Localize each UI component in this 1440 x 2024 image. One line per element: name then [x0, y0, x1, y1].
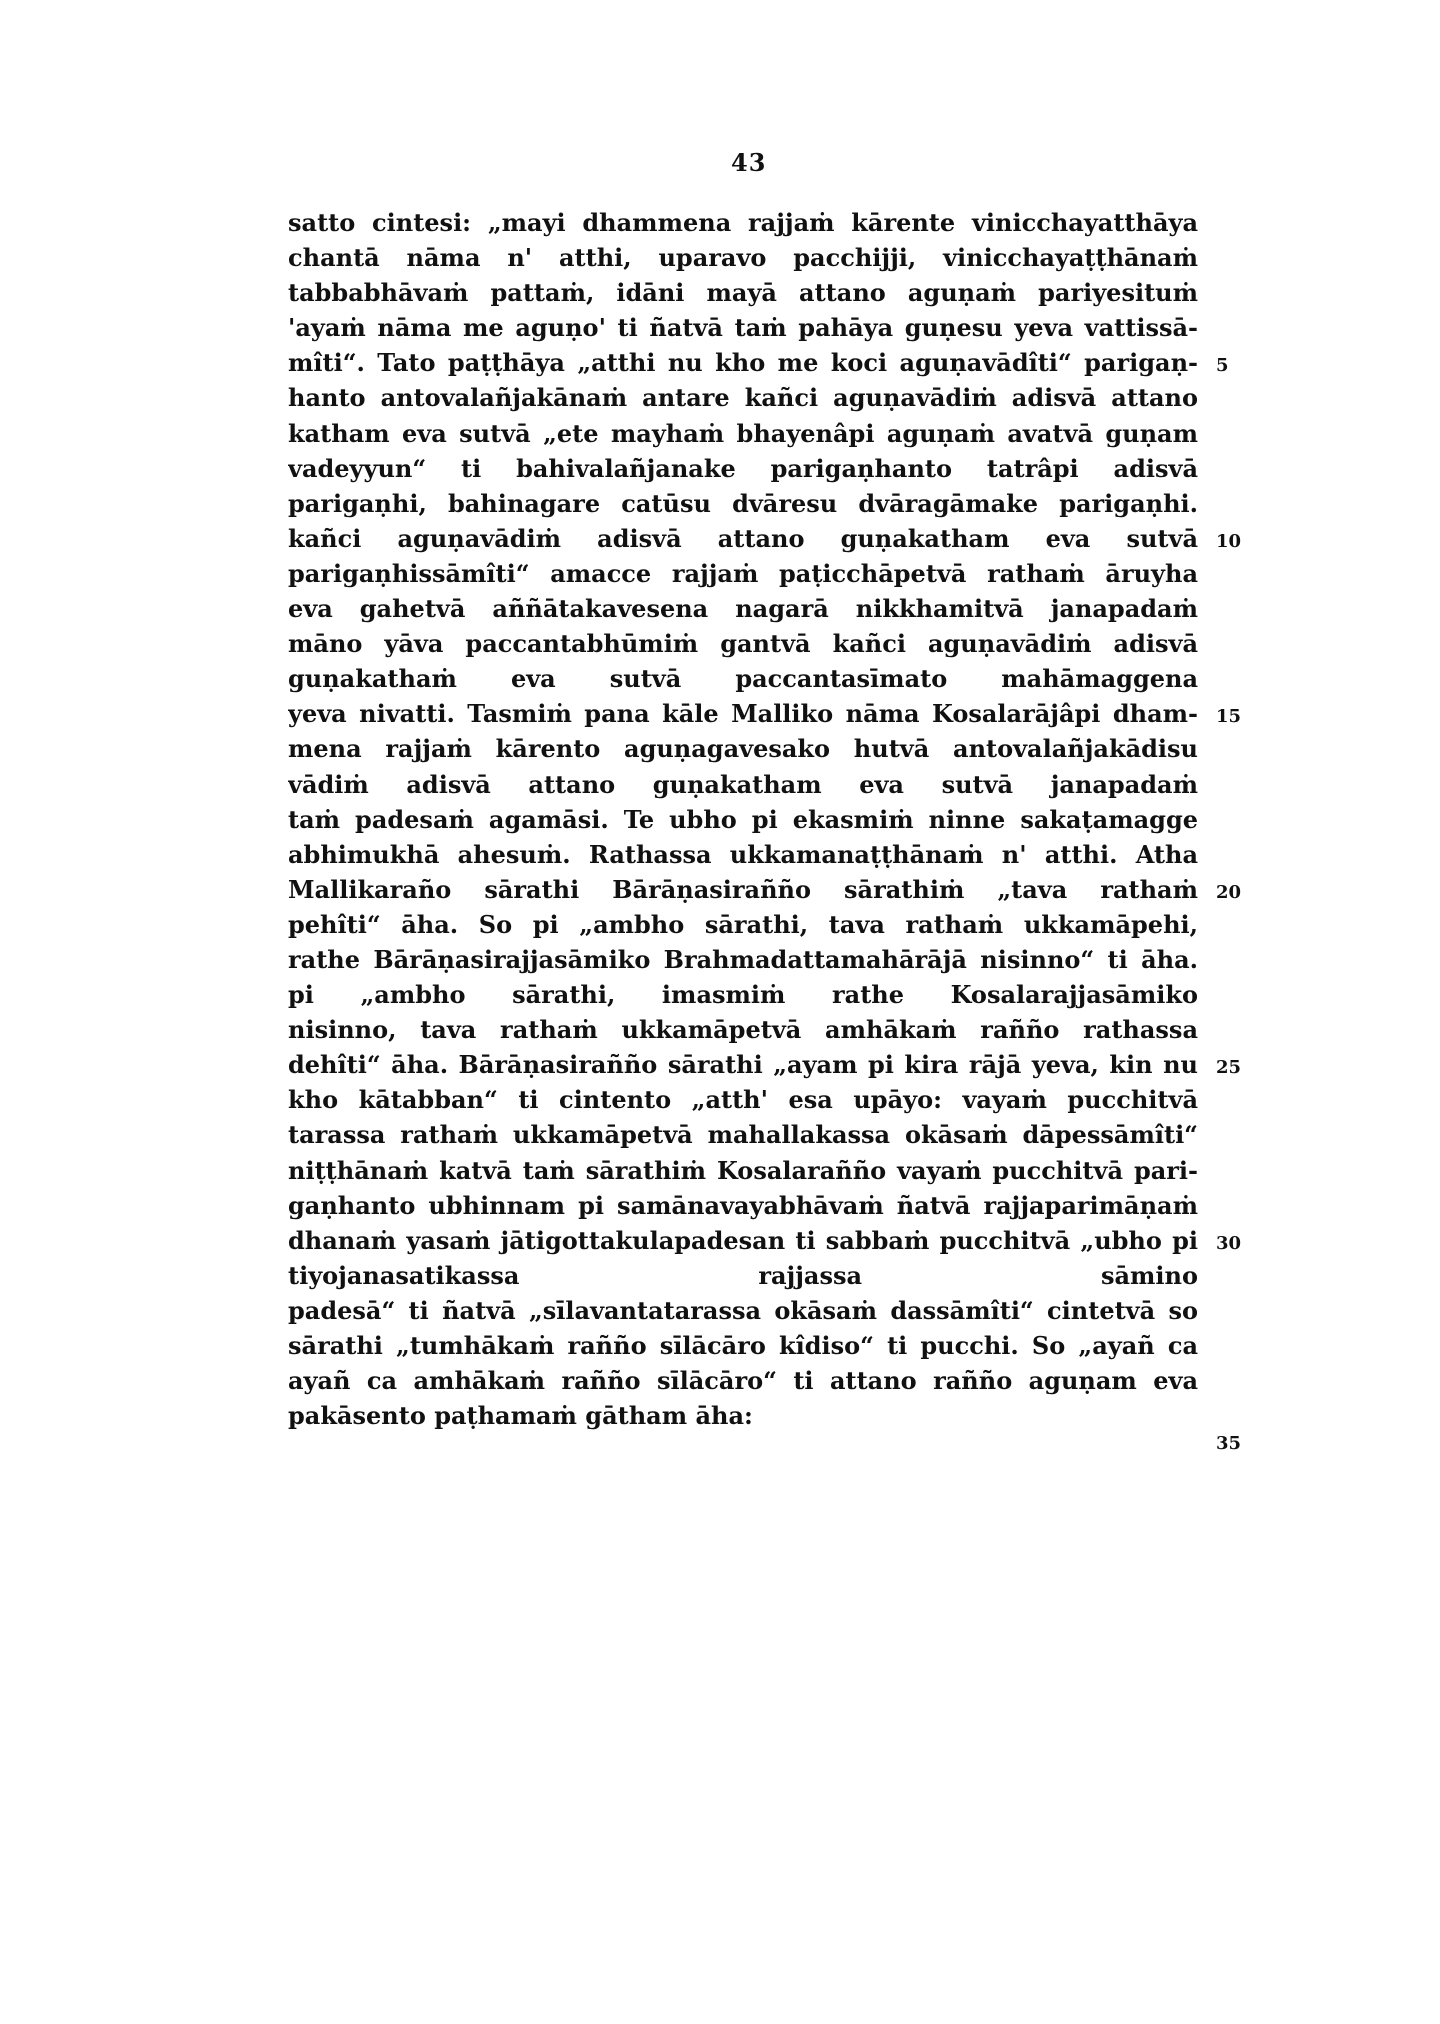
line-text: pakāsento paṭhamaṁ gātham āha:: [288, 1401, 753, 1431]
text-line: [288, 591, 1288, 626]
text-line: [288, 556, 1288, 591]
text-line: [288, 310, 1288, 345]
line-number: 20: [1216, 881, 1242, 903]
line-text: tabbabhāvaṁ pattaṁ, idāni mayā attano aguṇaṁ pariyesituṁ: [288, 278, 1198, 308]
text-line: [288, 626, 1288, 661]
line-text: māno yāva paccantabhūmiṁ gantvā kañci aguṇavādiṁ adisvā: [288, 629, 1198, 659]
line-text: tarassa rathaṁ ukkamāpetvā mahallakassa okāsaṁ dāpessāmîti“: [288, 1120, 1198, 1150]
line-text: dhanaṁ yasaṁ jātigottakulapadesan ti sabbaṁ pucchitvā „ubho pi: [288, 1225, 1198, 1255]
text-line: [288, 1012, 1288, 1047]
text-line: [288, 802, 1288, 837]
line-text: Mallikaraño sārathi Bārāṇasirañño sārathiṁ „tava rathaṁ: [288, 874, 1198, 904]
text-line: [288, 380, 1288, 415]
line-number: 15: [1216, 706, 1242, 728]
line-text: sārathi „tumhākaṁ rañño sīlācāro kîdiso“ ti pucchi. So „ayañ ca: [288, 1331, 1198, 1360]
line-text: 'ayaṁ nāma me aguṇo' ti ñatvā taṁ pahāya guṇesu yeva vattissā-: [288, 313, 1198, 343]
text-line: [288, 1293, 1288, 1328]
line-text: vādiṁ adisvā attano guṇakatham eva sutvā janapadaṁ: [288, 769, 1198, 799]
line-text: abhimukhā ahesuṁ. Rathassa ukkamanaṭṭhānaṁ n' atthi. Atha: [288, 839, 1198, 869]
text-line: [288, 907, 1288, 942]
line-text: yeva nivatti. Tasmiṁ pana kāle Malliko nāma Kosalarājâpi dham-: [288, 699, 1198, 729]
text-line: [288, 451, 1288, 486]
line-text: guṇakathaṁ eva sutvā paccantasīmato mahāmaggena: [288, 664, 1198, 694]
line-text: pehîti“ āha. So pi „ambho sārathi, tava rathaṁ ukkamāpehi,: [288, 909, 1198, 939]
line-text: taṁ padesaṁ agamāsi. Te ubho pi ekasmiṁ ninne sakaṭamagge: [288, 804, 1198, 834]
line-text: vadeyyun“ ti bahivalañjanake parigaṇhanto tatrâpi adisvā: [288, 453, 1198, 483]
text-line: [288, 240, 1288, 275]
line-text: satto cintesi: „mayi dhammena rajjaṁ kārente vinicchayatthāya: [288, 208, 1198, 237]
text-line: [288, 1223, 1288, 1258]
text-line: [288, 205, 1288, 240]
text-line: [288, 731, 1288, 766]
line-text: chantā nāma n' atthi, uparavo pacchijji, vinicchayaṭṭhānaṁ: [288, 243, 1198, 273]
line-text: gaṇhanto ubhinnam pi samānavayabhāvaṁ ñatvā rajjaparimāṇaṁ: [288, 1190, 1198, 1220]
text-line: [288, 1082, 1288, 1117]
text-line: [288, 1153, 1288, 1188]
line-number: 10: [1216, 530, 1242, 552]
text-line: [288, 767, 1288, 802]
line-text: dehîti“ āha. Bārāṇasirañño sārathi „ayam pi kira rājā yeva, kin nu: [288, 1050, 1198, 1080]
line-text: nisinno, tava rathaṁ ukkamāpetvā amhākaṁ rañño rathassa: [288, 1015, 1198, 1045]
text-line: [288, 1363, 1288, 1398]
line-text: mena rajjaṁ kārento aguṇagavesako hutvā antovalañjakādisu: [288, 734, 1198, 764]
text-line: [288, 1328, 1288, 1363]
page-number: 43: [731, 148, 767, 177]
body-text: [288, 205, 1288, 1455]
text-line: [288, 1188, 1288, 1223]
line-text: padesā“ ti ñatvā „sīlavantatarassa okāsaṁ dassāmîti“ cintetvā so: [288, 1295, 1198, 1325]
line-text: kho kātabban“ ti cintento „atth' esa upāyo: vayaṁ pucchitvā: [288, 1085, 1198, 1115]
text-line: [288, 1398, 1288, 1455]
text-line: [288, 1117, 1288, 1152]
text-line: [288, 345, 1288, 380]
text-line: [288, 977, 1288, 1012]
text-line: [288, 696, 1288, 731]
text-line: [288, 872, 1288, 907]
line-text: parigaṇhissāmîti“ amacce rajjaṁ paṭicchāpetvā rathaṁ āruyha: [288, 558, 1198, 588]
line-text: hanto antovalañjakānaṁ antare kañci aguṇavādiṁ adisvā attano: [288, 383, 1198, 413]
line-text: rathe Bārāṇasirajjasāmiko Brahmadattamahārājā nisinno“ ti āha.: [288, 944, 1198, 974]
line-text: katham eva sutvā „ete mayhaṁ bhayenâpi aguṇaṁ avatvā guṇam: [288, 418, 1198, 448]
text-line: [288, 1258, 1288, 1293]
text-line: [288, 275, 1288, 310]
text-line: [288, 486, 1288, 521]
line-text: parigaṇhi, bahinagare catūsu dvāresu dvāragāmake parigaṇhi.: [288, 488, 1198, 518]
line-number: 30: [1216, 1232, 1242, 1254]
text-line: [288, 942, 1288, 977]
line-number: 5: [1216, 355, 1229, 377]
line-text: mîti“. Tato paṭṭhāya „atthi nu kho me koci aguṇavādîti“ parigaṇ-: [288, 348, 1198, 378]
line-text: niṭṭhānaṁ katvā taṁ sārathiṁ Kosalarañño vayaṁ pucchitvā pari-: [288, 1155, 1198, 1185]
line-text: kañci aguṇavādiṁ adisvā attano guṇakatham eva sutvā: [288, 523, 1198, 553]
text-line: [288, 1047, 1288, 1082]
line-text: ayañ ca amhākaṁ rañño sīlācāro“ ti attano rañño aguṇam eva: [288, 1366, 1198, 1396]
text-line: [288, 837, 1288, 872]
text-line: [288, 416, 1288, 451]
line-text: tiyojanasatikassa rajjassa sāmino: [288, 1260, 1198, 1290]
text-line: [288, 661, 1288, 696]
line-text: eva gahetvā aññātakavesena nagarā nikkhamitvā janapadaṁ: [288, 594, 1198, 624]
line-number: 35: [1216, 1433, 1242, 1455]
text-line: [288, 521, 1288, 556]
line-number: 25: [1216, 1057, 1242, 1079]
line-text: pi „ambho sārathi, imasmiṁ rathe Kosalarajjasāmiko: [288, 980, 1198, 1010]
